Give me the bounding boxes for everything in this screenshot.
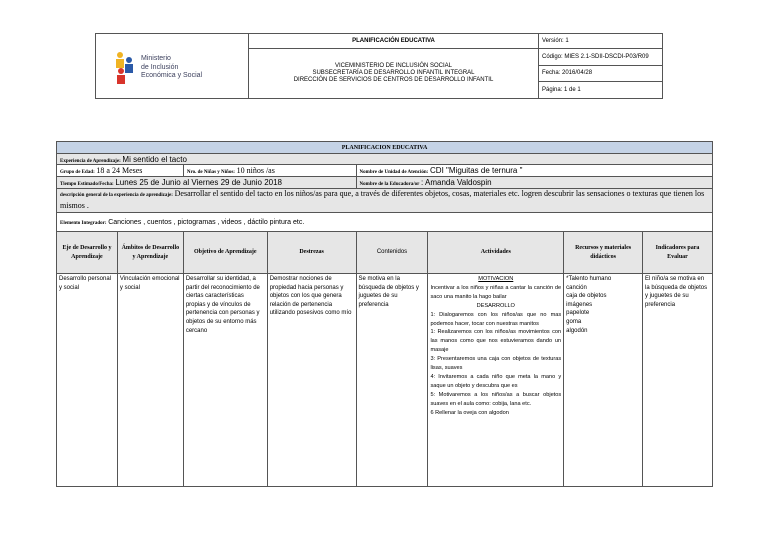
plan-title: PLANIFICACION EDUCATIVA (57, 142, 713, 154)
activity-step: 3: Presentaremos una caja con objetos de texturas lisas, suaves (430, 356, 562, 372)
activity-step: 1: Dialogaremos con los niños/as que no mas podemos hacer, tocar con nuestras manitos (430, 311, 562, 327)
logo-line-3: Económica y Social (141, 72, 203, 79)
document-header (95, 33, 663, 99)
resource-item: canción (566, 284, 587, 291)
experience-label: Experiencia de Aprendizaje: (60, 158, 121, 164)
table-row (57, 274, 713, 487)
document-title: PLANIFICACIÓN EDUCATIVA (249, 34, 539, 49)
people-logo-icon (114, 51, 136, 85)
logo-text (141, 55, 202, 81)
col-header-recursos: Recursos y materiales didácticos (564, 232, 643, 274)
children-label: Nro. de Niñas y Niños: (186, 170, 235, 175)
age-group-cell (57, 165, 184, 177)
description-value: Desarrollar el sentido del tacto en los niños/as para que, a través de diferentes objetos, cosas, materiales etc. logren descubrir las sensaciones o texturas que tienen los mismos . (60, 189, 705, 210)
ambito-cell: Vinculación emocional y social (117, 274, 183, 487)
experience-row (57, 154, 713, 165)
resource-item: caja de objetos (566, 293, 607, 300)
contenidos-cell: Se motiva en la búsqueda de objetos y juguetes de su preferencia (356, 274, 428, 487)
logo-line-1: Ministerio (141, 55, 171, 62)
objetivo-cell: Desarrollar su identidad, a partir del reconocimiento de ciertas características propias y de vínculos de pertenencia con personas y objetos de su entorno más cercano (183, 274, 267, 487)
time-cell (57, 177, 357, 189)
institution-lines (249, 49, 539, 99)
col-header-objetivo: Objetivo de Aprendizaje (183, 232, 267, 274)
unit-value: CDI "Miguitas de ternura " (430, 166, 523, 175)
desarrollo-title: DESARROLLO (476, 302, 515, 309)
children-value: 10 niños /as (236, 166, 275, 175)
recursos-cell (564, 274, 643, 487)
integrator-label: Elemento Integrador: (60, 220, 107, 226)
col-header-contenidos: Contenidos (356, 232, 428, 274)
unit-cell (356, 165, 712, 177)
subtitle-line: SUBSECRETARÍA DE DESARROLLO INFANTIL INTEGRAL (312, 70, 475, 76)
activity-step: 6 Rellenar la oveja con algodon (430, 409, 509, 416)
subtitle-line: DIRECCIÓN DE SERVICIOS DE CENTROS DE DESARROLLO INFANTIL (293, 77, 494, 83)
date-cell: Fecha: 2016/04/28 (539, 65, 663, 82)
eje-cell: Desarrollo personal y social (57, 274, 118, 487)
resource-item: papelote (566, 310, 590, 317)
motivacion-title: MOTIVACION (478, 276, 514, 282)
version-cell: Versión: 1 (539, 34, 663, 49)
page-cell: Página: 1 de 1 (539, 82, 663, 99)
time-value: Lunes 25 de Junio al Viernes 29 de Junio 2018 (115, 178, 282, 187)
educator-value: : Amanda Valdospin (421, 178, 492, 187)
activity-step: 5: Motivaremos a los niños/as a buscar objetos suaves en el aula como: cobija, lana etc. (430, 391, 562, 407)
experience-value: Mi sentido el tacto (122, 154, 187, 164)
indicadores-cell: El niño/a se motiva en la búsqueda de objetos y juguetes de su preferencia (643, 274, 713, 487)
column-header-row (57, 232, 713, 274)
age-group-value: 18 a 24 Meses (96, 166, 143, 175)
integrator-row (57, 213, 713, 232)
children-cell (183, 165, 356, 177)
group-row (57, 165, 713, 177)
description-label: descripción general de la experiencia de aprendizaje: (60, 193, 173, 198)
educator-label: Nombre de la Educadora/or (359, 182, 420, 187)
resource-item: goma (566, 318, 582, 325)
actividades-cell (428, 274, 564, 487)
time-label: Tiempo Estimado/Fecha: (60, 182, 114, 187)
col-header-indicadores: Indicadores para Evaluar (643, 232, 713, 274)
resource-item: algodón (566, 327, 588, 334)
motivacion-text: Incentivar a los niños y niñas a cantar la canción de saco una manito la hago bailar (430, 284, 562, 300)
experience-cell (57, 154, 713, 165)
activity-step: 4: Invitaremos a cada niño que meta la mano y saque un objeto y descubra que es (430, 373, 562, 389)
activity-step: 1: Realizaremos con los niños/as movimientos con las manos como que nos estuvieramos dando un masaje (430, 329, 562, 354)
destrezas-cell: Demostrar nociones de propiedad hacia personas y objetos con los que genera relación de pertenencia utilizando posesivos como mío (267, 274, 356, 487)
unit-label: Nombre de Unidad de Atención: (359, 170, 429, 175)
logo-line-2: de Inclusión (141, 63, 179, 71)
educator-cell (356, 177, 712, 189)
ministry-logo (114, 51, 234, 87)
description-cell (57, 189, 713, 213)
resource-item: imágenes (566, 301, 593, 308)
col-header-ambitos: Ámbitos de Desarrollo y Aprendizaje (117, 232, 183, 274)
code-cell: Código: MIES 2.1-SDII-DSCDI-P03/R09 (539, 49, 663, 66)
integrator-cell (57, 213, 713, 232)
description-row (57, 189, 713, 213)
logo-cell (96, 34, 249, 99)
col-header-eje: Eje de Desarrollo y Aprendizaje (57, 232, 118, 274)
col-header-destrezas: Destrezas (267, 232, 356, 274)
integrator-value: Canciones , cuentos , pictogramas , videos , dáctilo pintura etc. (108, 218, 305, 226)
age-group-label: Grupo de Edad: (60, 170, 95, 175)
time-row (57, 177, 713, 189)
subtitle-line: VICEMINISTERIO DE INCLUSIÓN SOCIAL (334, 63, 453, 69)
resource-item: *Talento humano (566, 276, 612, 282)
col-header-actividades: Actividades (428, 232, 564, 274)
planning-table (56, 141, 713, 487)
